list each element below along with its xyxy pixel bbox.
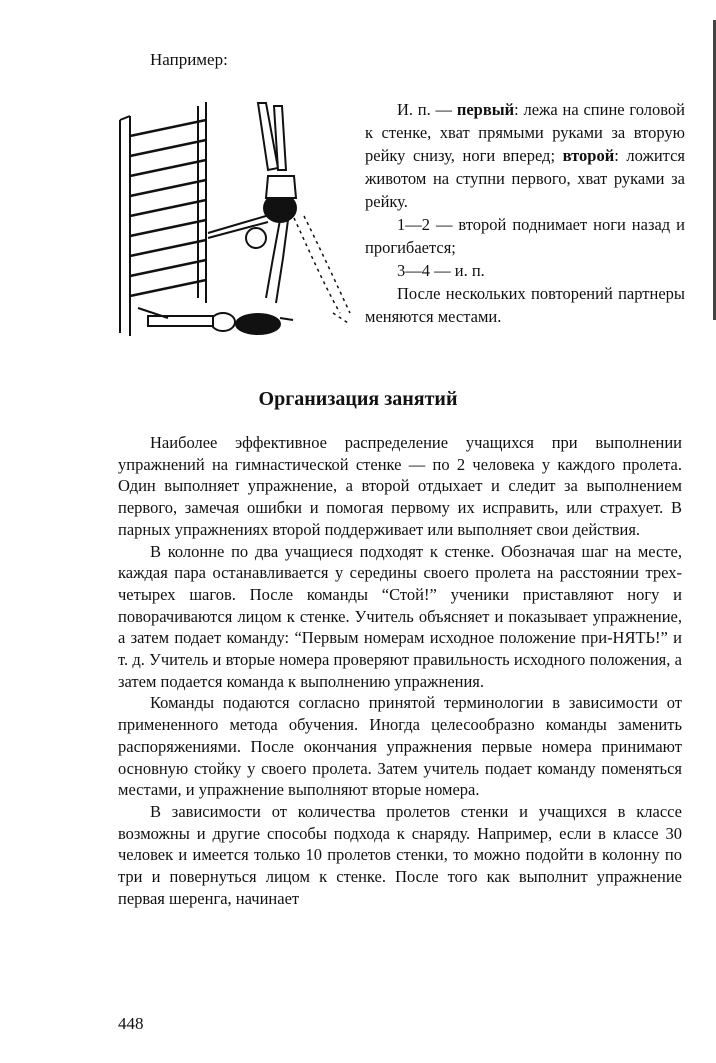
section-heading: Организация занятий	[258, 388, 458, 410]
description-paragraph-3: 3—4 — и. п.	[397, 261, 485, 280]
description-text: : ложится животом на ступни первого, хват руками за рейку.	[365, 146, 685, 211]
body-paragraph: В зависимости от количества пролетов стенки и учащихся в классе возможны и другие способы подхода к снаряду. Например, если в классе 30 человек и имеется только 10 пролетов стенки, то можно подойти в колонну по три и повернуться лицом к стенке. После того как выполнит упражнение первая шеренга, начинает	[118, 801, 682, 908]
exercise-description	[365, 98, 685, 328]
intro-text: Например:	[150, 50, 228, 69]
description-text: И. п. —	[397, 100, 457, 119]
body-paragraph: Наиболее эффективное распределение учащихся при выполнении упражнений на гимнастической стенке — по 2 человека у каждого пролета. Один выполняет упражнение, а второй отдыхает и следит за выполнением первого, замечая ошибки и помогая первому их исправить, или страхует. В парных упражнениях второй поддерживает или выполняет свои действия.	[118, 433, 682, 539]
exercise-illustration	[108, 98, 358, 343]
description-text: : лежа на спине головой к стенке, хват прямыми руками за вторую рейку снизу, ноги вперед;	[365, 100, 685, 165]
description-paragraph-4: После нескольких повторений партнеры меняются местами.	[365, 284, 685, 326]
description-paragraph-1	[365, 98, 685, 213]
page-number: 448	[118, 1014, 144, 1033]
role-first: первый	[456, 100, 515, 119]
body-text	[118, 432, 682, 909]
body-paragraph: Команды подаются согласно принятой терминологии в зависимости от примененного метода обучения. Иногда целесообразно команды заменить распоряжениями. После окончания упражнения первые номера принимают основную стойку у своего пролета. Затем учитель подает команду поменяться местами, и упражнение выполняют вторые номера.	[118, 693, 682, 800]
description-paragraph-2: 1—2 — второй поднимает ноги назад и прогибается;	[365, 215, 685, 257]
role-second: второй	[562, 146, 615, 165]
body-paragraph: В колонне по два учащиеся подходят к стенке. Обозначая шаг на месте, каждая пара останавливается у середины своего пролета на расстоянии трех-четырех шагов. После команды “Стой!” ученики приставляют ногу и поворачиваются лицом к стенке. Учитель объясняет и показывает упражнение, а затем подает команду: “Первым номерам исходное положение при-НЯТЬ!” и т. д. Учитель и вторые номера проверяют правильность исходного положения, а затем подается команда к выполнению упражнения.	[118, 541, 682, 691]
